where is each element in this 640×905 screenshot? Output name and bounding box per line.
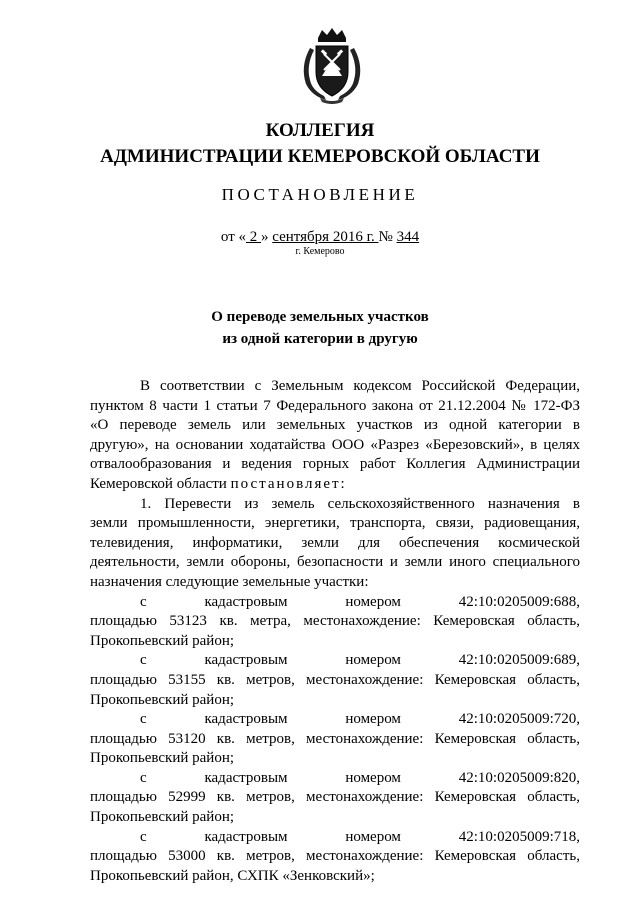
- date-number-line: [0, 229, 640, 246]
- parcel-area-line: площадью 53000 кв. метров, местонахождение: Кемеровская область,: [90, 848, 580, 865]
- parcel-area-line: площадью 53123 кв. метра, местонахождение: Кемеровская область,: [90, 613, 580, 630]
- parcel-word: номером: [345, 711, 401, 728]
- cadastral-number: 42:10:0205009:820,: [458, 769, 580, 786]
- date-month-year: сентября 2016 г.: [272, 229, 379, 245]
- parcel-cadastral-line: [90, 593, 580, 613]
- item1-line: назначения следующие земельные участки:: [90, 573, 369, 590]
- parcel-word: номером: [345, 652, 401, 669]
- document-type: ПОСТАНОВЛЕНИЕ: [221, 185, 419, 204]
- parcel-word: номером: [345, 828, 401, 845]
- parcel-word: кадастровым: [204, 769, 288, 786]
- parcel-word: с: [140, 593, 147, 610]
- document-body: [90, 377, 580, 886]
- parcel-word: кадастровым: [204, 593, 288, 610]
- parcel-word: кадастровым: [204, 828, 288, 845]
- org-title-line2: АДМИНИСТРАЦИИ КЕМЕРОВСКОЙ ОБЛАСТИ: [100, 146, 540, 167]
- parcel-word: с: [140, 652, 147, 669]
- preamble-line: отвалообразования и ведения горных работ Коллегия Администрации: [90, 456, 580, 473]
- preamble-line: [90, 475, 580, 495]
- parcel-place-line: Прокопьевский район;: [90, 691, 235, 708]
- number-sign: №: [378, 229, 397, 245]
- subject-line1: О переводе земельных участков: [211, 309, 429, 325]
- parcel-place-line: Прокопьевский район;: [90, 809, 235, 826]
- cadastral-number: 42:10:0205009:688,: [458, 593, 580, 610]
- parcel-word: кадастровым: [204, 711, 288, 728]
- preamble-line: В соответствии с Земельным кодексом Российской Федерации,: [140, 378, 580, 394]
- coat-of-arms-icon: [296, 26, 368, 106]
- item1-line: земли промышленности, энергетики, транспорта, связи, радиовещания,: [90, 515, 580, 532]
- parcel-word: с: [140, 828, 147, 845]
- item1-line: деятельности, земли обороны, безопасности и земли иного специального: [90, 554, 580, 571]
- cadastral-number: 42:10:0205009:689,: [458, 652, 580, 669]
- cadastral-number: 42:10:0205009:718,: [458, 828, 580, 845]
- parcel-word: с: [140, 769, 147, 786]
- parcel-word: кадастровым: [204, 652, 288, 669]
- resolution-word: постановляет:: [230, 475, 347, 492]
- org-title-line1: КОЛЛЕГИЯ: [265, 120, 375, 141]
- preamble-line: «О переводе земель или земельных участков из одной категории в: [90, 417, 580, 434]
- parcel-area-line: площадью 53120 кв. метров, местонахождение: Кемеровская область,: [90, 730, 580, 747]
- parcel-cadastral-line: [90, 769, 580, 789]
- parcel-place-line: Прокопьевский район;: [90, 632, 235, 649]
- preamble-text: Кемеровской области: [90, 475, 231, 492]
- city: г. Кемерово: [295, 246, 345, 257]
- item1-line: 1. Перевести из земель сельскохозяйственного назначения в: [140, 495, 580, 512]
- parcel-cadastral-line: [90, 710, 580, 730]
- parcel-cadastral-line: [90, 828, 580, 848]
- preamble-line: пунктом 8 части 1 статьи 7 Федерального закона от 21.12.2004 № 172-ФЗ: [90, 397, 580, 414]
- parcel-word: номером: [345, 769, 401, 786]
- item1-line: телевидения, информатики, земли для обеспечения космической: [90, 534, 580, 551]
- parcel-word: номером: [345, 593, 401, 610]
- parcel-place-line: Прокопьевский район, СХПК «Зенковский»;: [90, 867, 375, 884]
- subject-line2: из одной категории в другую: [222, 331, 418, 347]
- date-mid: »: [261, 229, 273, 245]
- parcel-area-line: площадью 53155 кв. метров, местонахождение: Кемеровская область,: [90, 671, 580, 688]
- parcel-area-line: площадью 52999 кв. метров, местонахождение: Кемеровская область,: [90, 789, 580, 806]
- parcel-cadastral-line: [90, 651, 580, 671]
- parcel-place-line: Прокопьевский район;: [90, 750, 235, 767]
- preamble-line: другую», на основании ходатайства ООО «Разрез «Березовский», в целях: [90, 436, 580, 453]
- date-day: 2: [246, 229, 261, 245]
- cadastral-number: 42:10:0205009:720,: [458, 711, 580, 728]
- date-prefix: от «: [220, 229, 246, 245]
- document-number: 344: [396, 229, 420, 245]
- parcel-word: с: [140, 711, 147, 728]
